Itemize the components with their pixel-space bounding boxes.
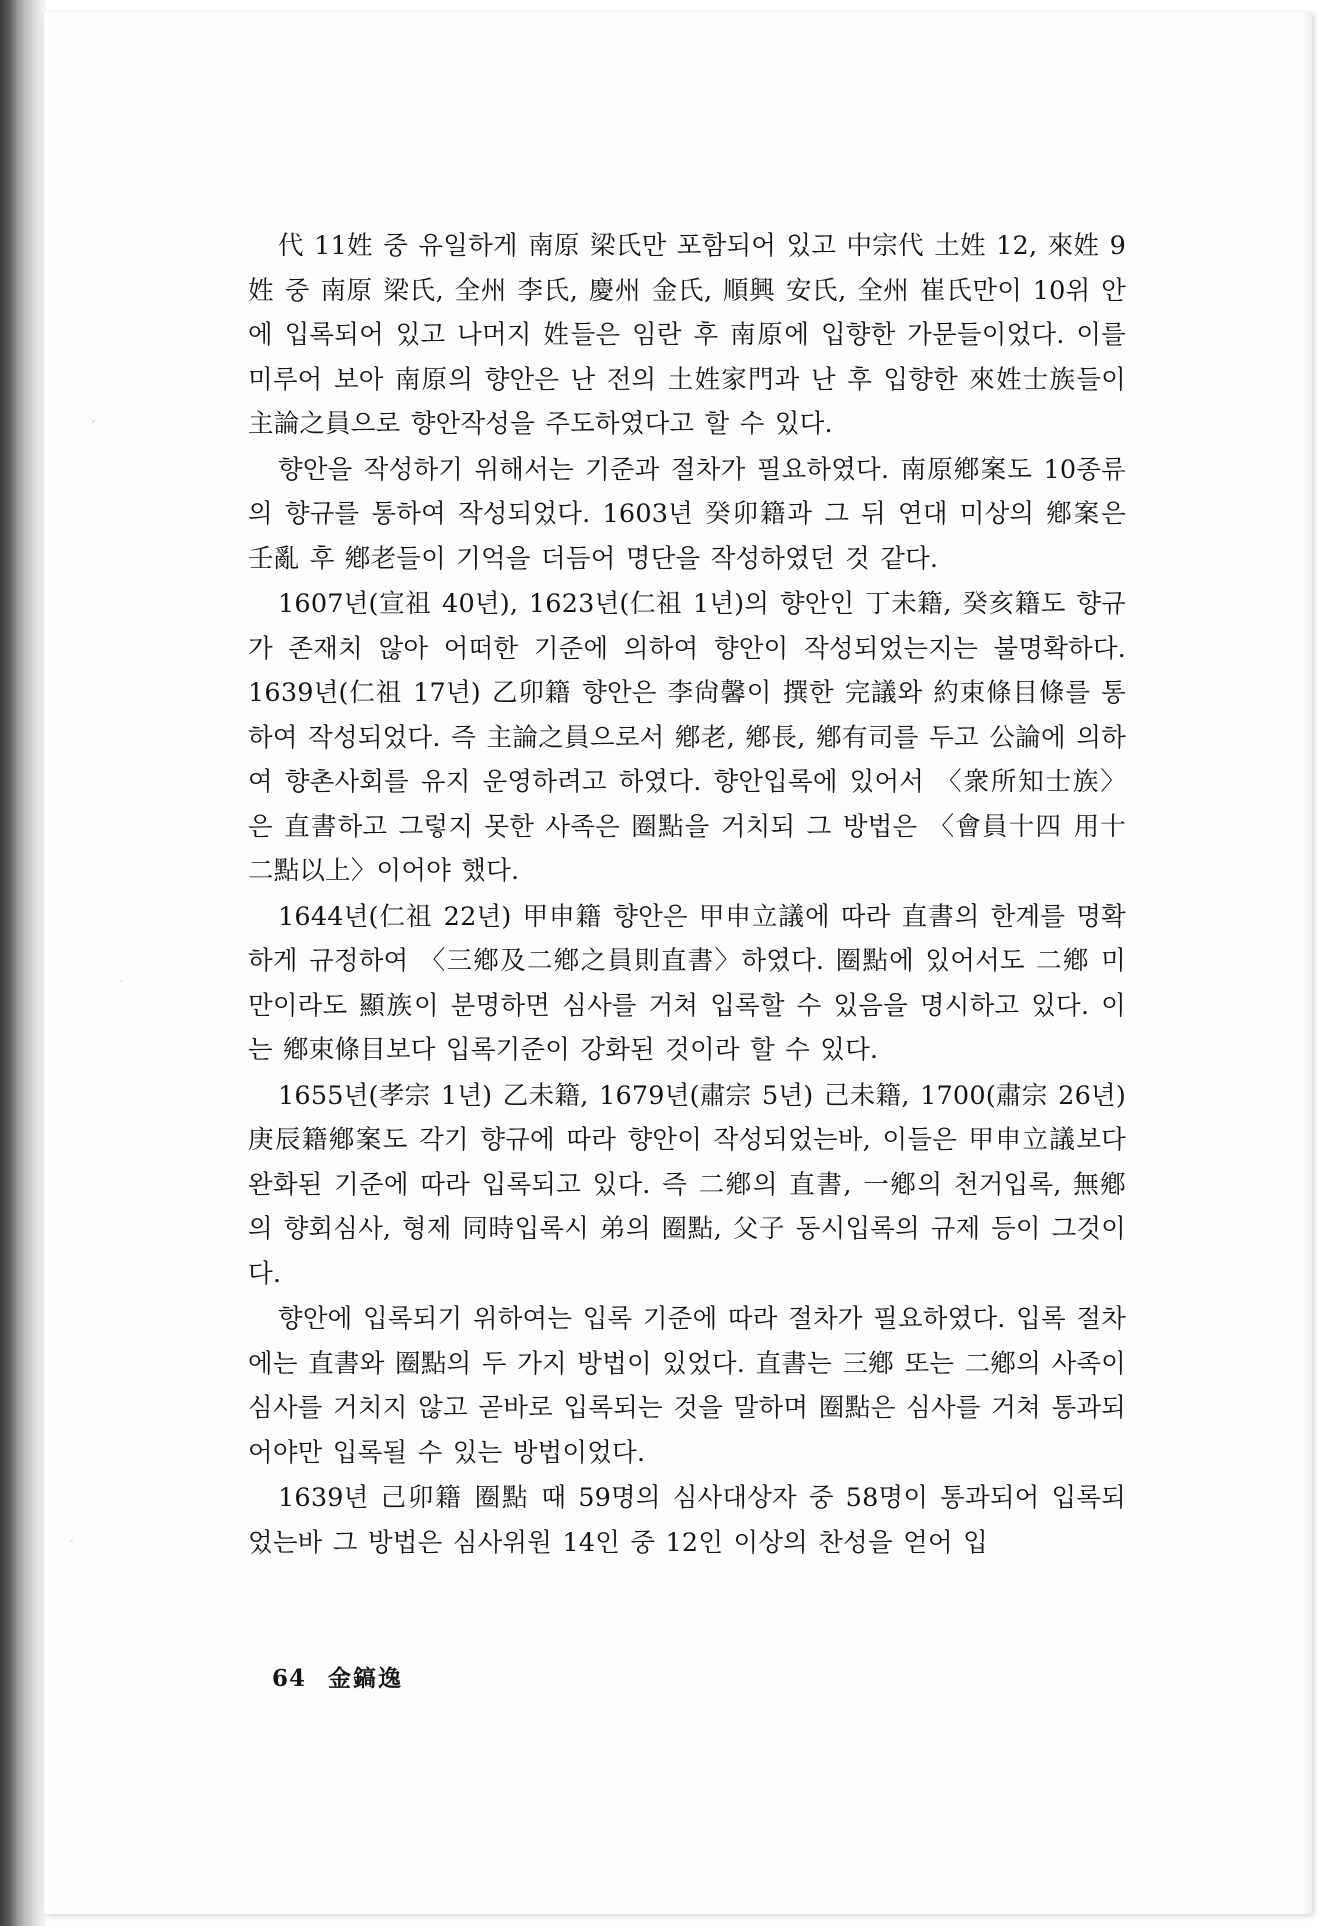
paragraph: 1639년 己卯籍 圈點 때 59명의 심사대상자 중 58명이 통과되어 입록되었는바 그 방법은 심사위원 14인 중 12인 이상의 찬성을 얻어 입 [248,1483,1126,1558]
paragraph: 향안에 입록되기 위하여는 입록 기준에 따라 절차가 필요하였다. 입록 절차에는 直書와 圈點의 두 가지 방법이 있었다. 直書는 三鄕 또는 二鄕의 사족이 심사를 거치지 않고 곧바로 입록되는 것을 말하며 圈點은 심사를 거쳐 통과되어야만 입록될 수 있는 방법이었다. [248,1304,1126,1468]
scan-speckle [120,980,122,982]
paragraph: 1655년(孝宗 1년) 乙未籍, 1679년(肅宗 5년) 己未籍, 1700(肅宗 26년) 庚辰籍鄕案도 각기 향규에 따라 향안이 작성되었는바, 이들은 甲申立議보다 완화된 기준에 따라 입록되고 있다. 즉 二鄕의 直書, 一鄕의 천거입록, 無鄕의 향회심사, 형제 同時입록시 弟의 圈點, 父子 동시입록의 규제 등이 그것이다. [248,1080,1126,1289]
paragraph: 향안을 작성하기 위해서는 기준과 절차가 필요하였다. 南原鄕案도 10종류의 향규를 통하여 작성되었다. 1603년 癸卯籍과 그 뒤 연대 미상의 鄕案은 壬亂 후 鄕老들이 기억을 더듬어 명단을 작성하였던 것 같다. [248,454,1126,574]
scan-speckle [70,1540,73,1542]
book-spine-edge [0,0,16,1926]
body-text [248,224,1126,1565]
page-sheet [44,12,1312,1914]
scan-speckle [92,420,95,423]
paragraph: 1644년(仁祖 22년) 甲申籍 향안은 甲申立議에 따라 直書의 한계를 명확하게 규정하여 〈三鄕及二鄕之員則直書〉하였다. 圈點에 있어서도 二鄕 미만이라도 顯族이 분명하면 심사를 거쳐 입록할 수 있음을 명시하고 있다. 이는 鄕束條目보다 입록기준이 강화된 것이라 할 수 있다. [248,901,1126,1065]
page-footer [272,1660,403,1693]
paragraph: 代 11姓 중 유일하게 南原 梁氏만 포함되어 있고 中宗代 土姓 12, 來姓 9姓 중 南原 梁氏, 全州 李氏, 慶州 金氏, 順興 安氏, 全州 崔氏만이 10위 안에 입록되어 있고 나머지 姓들은 임란 후 南原에 입향한 가문들이었다. 이를 미루어 보아 南原의 향안은 난 전의 土姓家門과 난 후 입향한 來姓士族들이 主論之員으로 향안작성을 주도하였다고 할 수 있다. [248,231,1126,439]
page-number: 64 [272,1665,307,1692]
author-name: 金鎬逸 [328,1665,404,1692]
paragraph: 1607년(宣祖 40년), 1623년(仁祖 1년)의 향안인 丁未籍, 癸亥籍도 향규가 존재치 않아 어떠한 기준에 의하여 향안이 작성되었는지는 불명확하다. 1639년(仁祖 17년) 乙卯籍 향안은 李尙馨이 撰한 完議와 約束條目條를 통하여 작성되었다. 즉 主論之員으로서 鄕老, 鄕長, 鄕有司를 두고 公論에 의하여 향촌사회를 유지 운영하려고 하였다. 향안입록에 있어서 〈衆所知士族〉은 直書하고 그렇지 못한 사족은 圈點을 거치되 그 방법은 〈會員十四 用十二點以上〉이어야 했다. [248,589,1126,886]
